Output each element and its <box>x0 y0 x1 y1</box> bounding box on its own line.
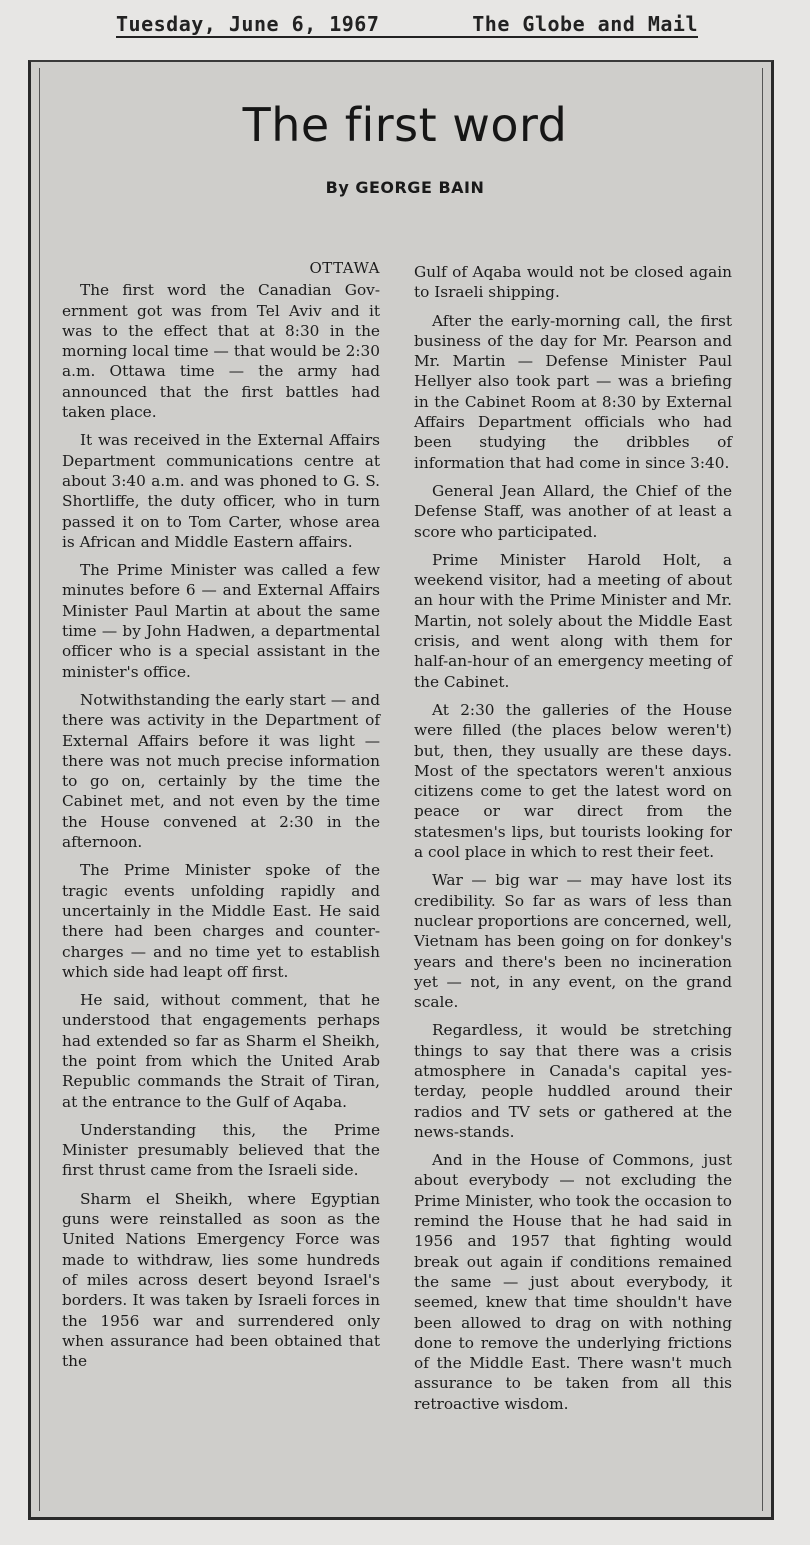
article-byline: By GEORGE BAIN <box>325 178 485 197</box>
paragraph: Regardless, it would be stretching things to say that there was a crisis atmosphere in Canada's capital yesterday, people huddled around their radios and TV sets or gathered at the news-stands. <box>414 1021 732 1141</box>
paragraph: After the early-morning call, the first business of the day for Mr. Pearson and Mr. Martin — Defense Minister Paul Hellyer also took part — was a briefing in the Cabinet Room at 8:30 by External Affairs Department officials who had been studying the dribbles of information that had come in since 3:40. <box>414 311 732 472</box>
paragraph: General Jean Allard, the Chief of the Defense Staff, was another of at least a score who participated. <box>414 481 732 541</box>
paragraph-continuation: Gulf of Aqaba would not be closed again to Israeli shipping. <box>414 263 732 302</box>
masthead-paper: The Globe and Mail <box>472 12 698 36</box>
article-headline: The first word <box>242 98 568 152</box>
paragraph: The first word the Canadian Government got was from Tel Aviv and it was to the effect that at 8:30 in the morning local time — that would be 2:30 a.m. Ottawa time — the army had announced that the first battles had taken place. <box>62 281 380 422</box>
masthead <box>116 6 698 38</box>
paragraph: The Prime Minister spoke of the tragic events unfolding rapidly and uncertainly in the Middle East. He said there had been charges and counter-charges — and no time yet to establish which side had leapt off first. <box>62 861 380 981</box>
paragraph: War — big war — may have lost its credibility. So far as wars of less than nuclear proportions are concerned, well, Vietnam has been going on for donkey's years and there's been no incineration yet — not, in any event, on the grand scale. <box>414 871 732 1012</box>
paragraph: It was received in the External Affairs Department communications centre at about 3:40 a.m. and was phoned to G. S. Shortliffe, the duty officer, who in turn passed it on to Tom Carter, whose area is African and Middle Eastern affairs. <box>62 431 380 551</box>
article-column-left <box>62 258 380 1379</box>
article-dateline: OTTAWA <box>309 259 380 277</box>
paragraph: Understanding this, the Prime Minister presumably believed that the first thrust came from the Israeli side. <box>62 1120 380 1180</box>
paragraph: Prime Minister Harold Holt, a weekend visitor, had a meeting of about an hour with the Prime Minister and Mr. Martin, not solely about the Middle East crisis, and went along with them for half-an-hour of an emergency meeting of the Cabinet. <box>414 550 732 691</box>
paragraph: Notwithstanding the early start — and there was activity in the Department of External Affairs before it was light — there was not much precise information to go on, certainly by the time the Cabinet met, and not even by the time the House convened at 2:30 in the afternoon. <box>62 690 380 852</box>
article-column-right <box>414 262 732 1422</box>
paragraph: At 2:30 the galleries of the House were filled (the places below weren't) but, then, they usually are these days. Most of the spectators weren't anxious citizens come to get the latest word on peace or war direct from the statesmen's lips, but tourists looking for a cool place in which to rest their feet. <box>414 700 732 862</box>
masthead-date: Tuesday, June 6, 1967 <box>116 12 380 36</box>
paragraph: Sharm el Sheikh, where Egyptian guns were reinstalled as soon as the United Nations Emergency Force was made to withdraw, lies some hundreds of miles across desert beyond Israel's borders. It was taken by Israeli forces in the 1956 war and surrendered only when assurance had been obtained that the <box>62 1189 380 1371</box>
paragraph: He said, without comment, that he understood that engagements perhaps had extended so far as Sharm el Sheikh, the point from which the United Arab Republic commands the Strait of Tiran, at the entrance to the Gulf of Aqaba. <box>62 991 380 1111</box>
paragraph: And in the House of Commons, just about everybody — not excluding the Prime Minister, who took the occasion to remind the House that he had said in 1956 and 1957 that fighting would break out again if conditions remained the same — just about everybody, it seemed, knew that time shouldn't have been allowed to drag on with nothing done to remove the underlying frictions of the Middle East. There wasn't much assurance to be taken from all this retroactive wisdom. <box>414 1151 732 1413</box>
paragraph: The Prime Minister was called a few minutes before 6 — and External Affairs Minister Paul Martin at about the same time — by John Hadwen, a departmental officer who is a special assistant in the minister's office. <box>62 561 380 681</box>
